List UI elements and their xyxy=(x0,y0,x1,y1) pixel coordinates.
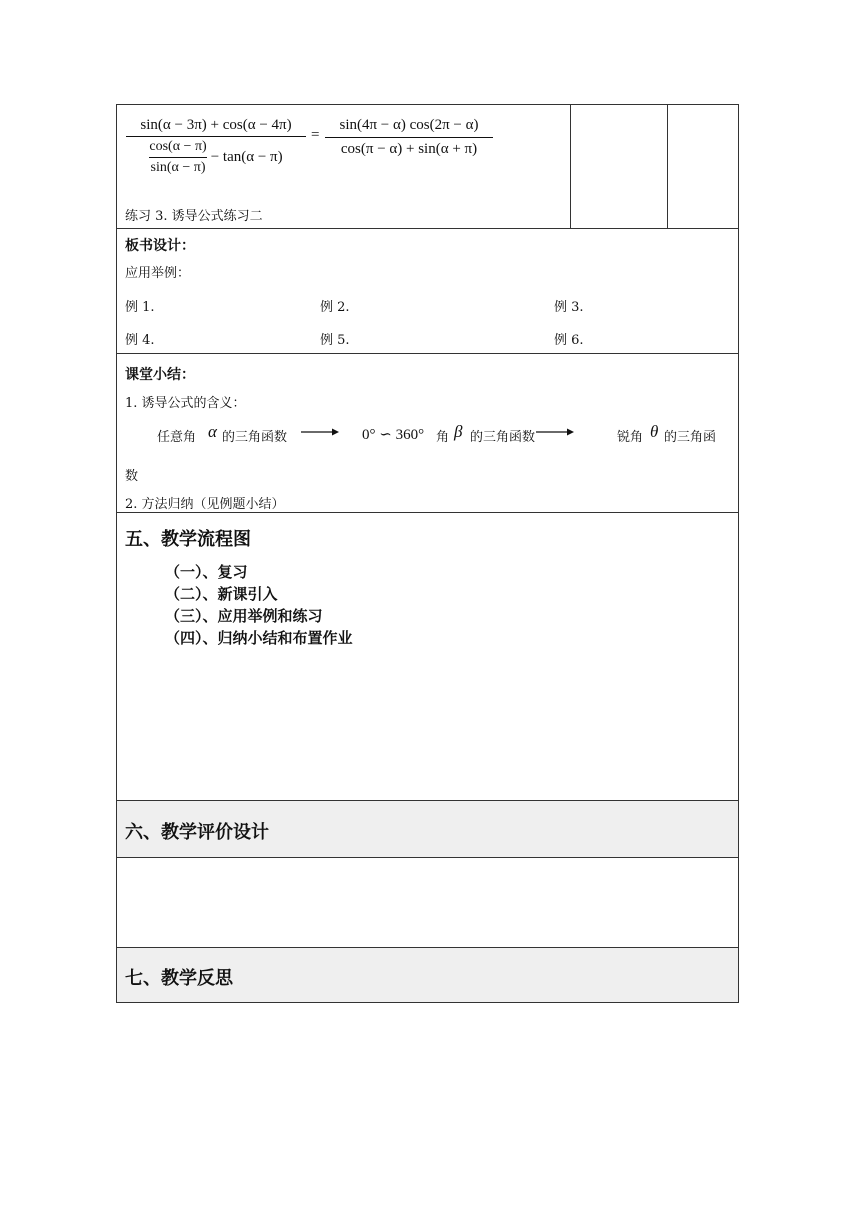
equals-sign: = xyxy=(311,127,320,143)
column-divider-2 xyxy=(667,104,668,229)
flow-item: （一）、复习 xyxy=(165,563,248,581)
alpha-symbol: α xyxy=(208,422,217,441)
lhs-fraction xyxy=(126,117,306,176)
rhs-denominator: cos(π − α) + sin(α + π) xyxy=(340,141,478,157)
summary-line-text-5: 锐角 xyxy=(617,430,644,445)
exercise-caption: 练习 3. 诱导公式练习二 xyxy=(125,209,263,224)
flow-item: （二）、新课引入 xyxy=(165,585,278,603)
board-design-subtitle: 应用举例： xyxy=(125,266,191,281)
example-label: 例 1. xyxy=(125,300,155,315)
summary-line-text-4: 的三角函数 xyxy=(470,430,536,445)
section-six-body xyxy=(116,857,739,948)
lhs-inner-denominator: sin(α − π) xyxy=(150,160,206,175)
flow-item: （四）、归纳小结和布置作业 xyxy=(165,629,353,647)
summary-item-2: 2. 方法归纳（见例题小结） xyxy=(125,497,285,512)
lhs-denominator xyxy=(149,139,282,176)
angle-range: 0° ∽ 360° xyxy=(362,427,425,443)
lhs-inner-bar xyxy=(149,157,206,158)
summary-item-1: 1. 诱导公式的含义： xyxy=(125,396,246,411)
arrow-right-icon xyxy=(536,427,574,437)
summary-line-text-6: 的三角函 xyxy=(664,430,717,445)
lhs-inner-fraction xyxy=(149,139,206,176)
lhs-inner-numerator: cos(α − π) xyxy=(149,139,207,154)
section-seven-title: 七、教学反思 xyxy=(125,968,233,989)
summary-line-text-2: 的三角函数 xyxy=(222,430,288,445)
summary-line-text-3: 角 xyxy=(436,430,450,445)
flow-item: （三）、应用举例和练习 xyxy=(165,607,323,625)
lhs-numerator: sin(α − 3π) + cos(α − 4π) xyxy=(140,117,292,133)
example-label: 例 4. xyxy=(125,333,155,348)
column-divider-1 xyxy=(570,104,571,229)
summary-title: 课堂小结： xyxy=(125,367,195,383)
example-label: 例 3. xyxy=(554,300,584,315)
lhs-fraction-bar xyxy=(126,136,306,137)
section-five xyxy=(116,512,739,801)
section-five-title: 五、教学流程图 xyxy=(125,529,251,550)
rhs-fraction xyxy=(325,117,493,158)
beta-symbol: β xyxy=(454,422,463,441)
arrow-right-icon xyxy=(301,427,339,437)
rhs-fraction-bar xyxy=(325,137,493,138)
section-six-title: 六、教学评价设计 xyxy=(125,822,269,843)
summary-line-text-1: 任意角 xyxy=(157,430,197,445)
summary-line-wrap: 数 xyxy=(125,469,139,484)
theta-symbol: θ xyxy=(650,422,659,441)
board-design-title: 板书设计： xyxy=(125,238,195,254)
example-label: 例 2. xyxy=(320,300,350,315)
rhs-numerator: sin(4π − α) cos(2π − α) xyxy=(339,117,479,133)
lhs-denominator-tail: − tan(α − π) xyxy=(210,149,283,165)
example-label: 例 6. xyxy=(554,333,584,348)
example-label: 例 5. xyxy=(320,333,350,348)
board-design-row xyxy=(116,228,739,354)
